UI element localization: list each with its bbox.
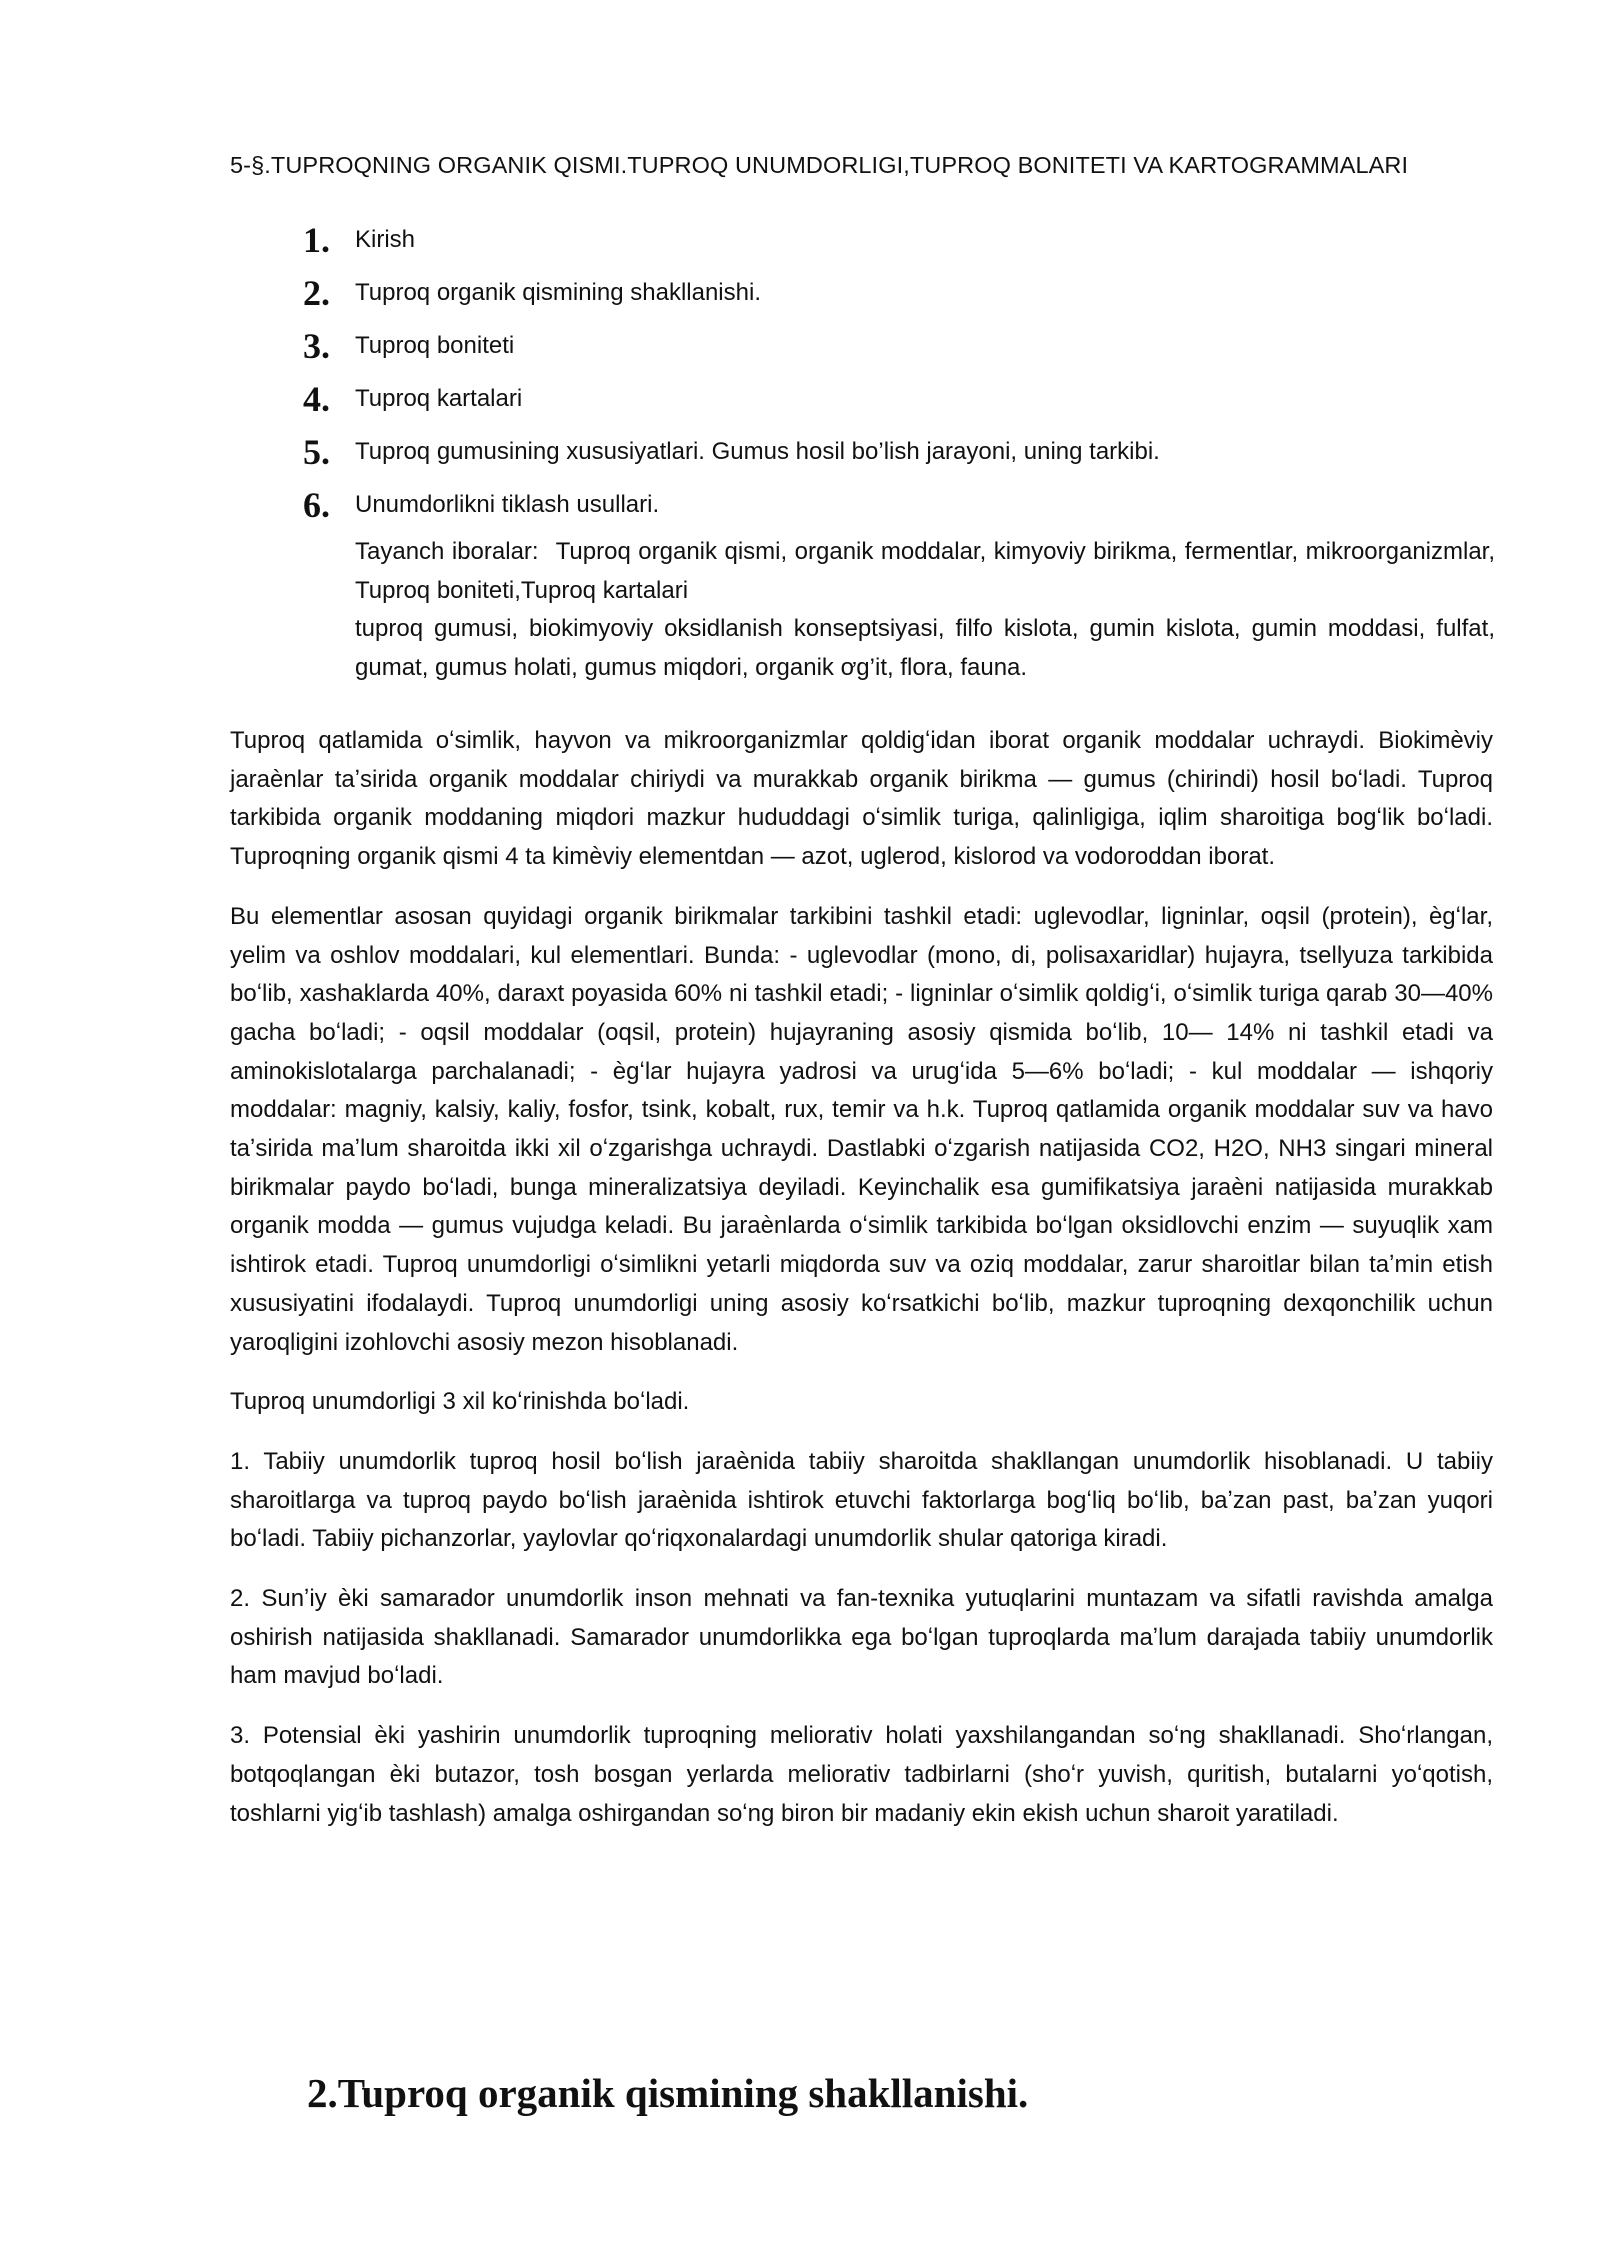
key-terms-label: Tayanch iboralar: [355,538,539,565]
key-terms-text: Tuproq organik qismi, organik moddalar, kimyoviy birikma, fermentlar, mikroorganizmlar, Tuproq boniteti,Tuproq kartalari [355,538,1496,604]
toc-item [303,427,1493,480]
toc-number: 5. [303,432,330,472]
section-title: 2.Tuproq organik qismining shakllanishi. [307,2070,1029,2116]
toc-item [303,374,1493,427]
toc-item [303,268,1493,321]
paragraph: Bu elementlar asosan quyidagi organik birikmalar tarkibini tashkil etadi: uglevodlar, ligninlar, oqsil (protein), ègʻlar, yelim va oshlov moddalari, kul elementlari. Bunda: - uglevodlar (mono, di, polisaxaridlar) hujayra, tsellyuza tarkibida boʻlib, xashaklarda 40%, daraxt poyasida 60% ni tashkil etadi; - ligninlar oʻsimlik qoldigʻi, oʻsimlik turiga qarab 30—40% gacha boʻladi; - oqsil moddalar (oqsil, protein) hujayraning asosiy qismida boʻlib, 10— 14% ni tashkil etadi va aminokislotalarga parchalanadi; - ègʻlar hujayra yadrosi va urugʻida 5—6% boʻladi; - kul moddalar — ishqoriy moddalar: magniy, kalsiy, kaliy, fosfor, tsink, kobalt, rux, temir va h.k. Tuproq qatlamida organik moddalar suv va havo taʼsirida maʼlum sharoitda ikki xil oʻzgarishga uchraydi. Dastlabki oʻzgarish natijasida CO2, H2O, NH3 singari mineral birikmalar paydo boʻladi, bunga mineralizatsiya deyiladi. Keyinchalik esa gumifikatsiya jaraèni natijasida murakkab organik modda — gumus vujudga keladi. Bu jaraènlarda oʻsimlik tarkibida boʻlgan oksidlovchi enzim — suyuqlik xam ishtirok etadi. Tuproq unumdorligi oʻsimlikni yetarli miqdorda suv va oziq moddalar, zarur sharoitlar bilan taʼmin etish xususiyatini ifodalaydi. Tuproq unumdorligi uning asosiy koʻrsatkichi boʻlib, mazkur tuproqning dexqonchilik uchun yaroqligini izohlovchi asosiy mezon hisoblanadi. [230,902,1493,1356]
toc-text: Tuproq boniteti [355,332,515,359]
toc-item [303,215,1493,268]
toc-text: Kirish [355,226,416,253]
toc-number: 4. [303,379,330,419]
paragraph: 1. Tabiiy unumdorlik tuproq hosil boʻlish jaraènida tabiiy sharoitda shakllangan unumdorlik hisoblanadi. U tabiiy sharoitlarga va tuproq paydo boʻlish jaraènida ishtirok etuvchi faktorlarga bogʻliq boʻlib, baʼzan past, baʼzan yuqori boʻladi. Tabiiy pichanzorlar, yaylovlar qoʻriqxonalardagi unumdorlik shular qatoriga kiradi. [230,1447,1493,1553]
toc-number: 2. [303,273,330,313]
toc-number: 6. [303,485,330,525]
key-terms-line-2: tuproq gumusi, biokimyoviy oksidlanish konseptsiyasi, filfo kislota, gumin kislota, gumin moddasi, fulfat, gumat, gumus holati, gumus miqdori, organik ơg’it, flora, fauna. [355,615,1495,681]
body-text [230,722,1493,1854]
toc-number: 1. [303,220,330,260]
paragraph: Tuproq unumdorligi 3 xil koʻrinishda boʻladi. [230,1388,690,1416]
toc-text: Tuproq kartalari [355,385,523,412]
toc-item [303,480,1493,533]
paragraph: 3. Potensial èki yashirin unumdorlik tuproqning meliorativ holati yaxshilangandan soʻng shakllanadi. Shoʻrlangan, botqoqlangan èki butazor, tosh bosgan yerlarda meliorativ tadbirlarni (shoʻr yuvish, quritish, butalarni yoʻqotish, toshlarni yigʻib tashlash) amalga oshirgandan soʻng biron bir madaniy ekin ekish uchun sharoit yaratiladi. [230,1722,1493,1827]
key-terms-line-1 [355,533,1495,610]
toc-text: Tuproq gumusining xususiyatlari. Gumus hosil bo’lish jarayoni, uning tarkibi. [355,438,1160,465]
toc-text: Unumdorlikni tiklash usullari. [355,491,660,518]
toc-text: Tuproq organik qismining shakllanishi. [355,279,761,306]
key-terms [355,533,1495,687]
paragraph: 2. Sunʼiy èki samarador unumdorlik inson mehnati va fan-texnika yutuqlarini muntazam va sifatli ravishda amalga oshirish natijasida shakllanadi. Samarador unumdorlikka ega boʻlgan tuproqlarda maʼlum darajada tabiiy unumdorlik ham mavjud boʻladi. [230,1585,1493,1690]
table-of-contents [303,215,1493,533]
document-heading: 5-§.TUPROQNING ORGANIK QISMI.TUPROQ UNUMDORLIGI,TUPROQ BONITETI VA KARTOGRAMMALARI [230,152,1409,178]
toc-number: 3. [303,326,330,366]
toc-item [303,321,1493,374]
paragraph: Tuproq qatlamida oʻsimlik, hayvon va mikroorganizmlar qoldigʻidan iborat organik moddalar uchraydi. Biokimèviy jaraènlar taʼsirida organik moddalar chiriydi va murakkab organik birikma — gumus (chirindi) hosil boʻladi. Tuproq tarkibida organik moddaning miqdori mazkur hududdagi oʻsimlik turiga, qalinligiga, iqlim sharoitiga bogʻlik boʻladi. Tuproqning organik qismi 4 ta kimèviy elementdan — azot, uglerod, kislorod va vodoroddan iborat. [230,727,1493,871]
